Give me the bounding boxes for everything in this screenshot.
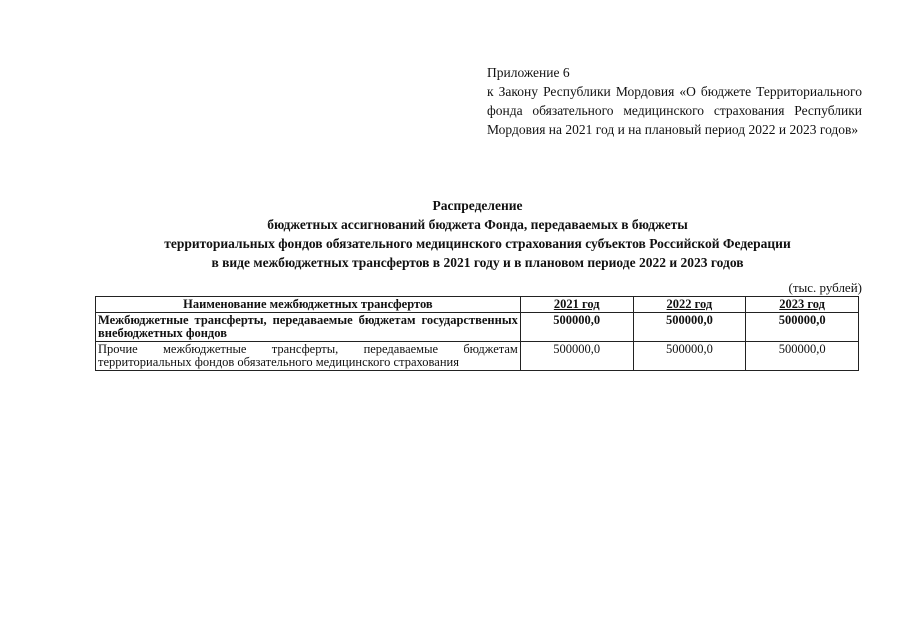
table-row — [96, 342, 859, 371]
header-2022: 2022 год — [633, 297, 746, 313]
row-name: Прочие межбюджетные трансферты, передаваемые бюджетам территориальных фондов обязательного медицинского страхования — [96, 342, 521, 371]
transfers-table — [95, 296, 859, 371]
row-value-2021: 500000,0 — [520, 342, 633, 371]
title-line-3: территориальных фондов обязательного медицинского страхования субъектов Российской Федерации — [164, 236, 791, 251]
row-value-2023: 500000,0 — [746, 313, 859, 342]
row-value-2022: 500000,0 — [633, 313, 746, 342]
appendix-number: Приложение 6 — [487, 65, 570, 80]
appendix-law-reference: к Закону Республики Мордовия «О бюджете Территориального фонда обязательного медицинского страхования Республики Мордовия на 2021 год и на плановый период 2022 и 2023 годов» — [487, 84, 862, 137]
table-row — [96, 313, 859, 342]
title-line-4: в виде межбюджетных трансфертов в 2021 году и в плановом периоде 2022 и 2023 годов — [211, 255, 744, 270]
header-2021: 2021 год — [520, 297, 633, 313]
header-name: Наименование межбюджетных трансфертов — [96, 297, 521, 313]
title-line-2: бюджетных ассигнований бюджета Фонда, передаваемых в бюджеты — [267, 217, 688, 232]
header-2023: 2023 год — [746, 297, 859, 313]
units-label: (тыс. рублей) — [788, 280, 862, 295]
row-value-2021: 500000,0 — [520, 313, 633, 342]
document-title — [90, 196, 865, 272]
row-value-2022: 500000,0 — [633, 342, 746, 371]
row-value-2023: 500000,0 — [746, 342, 859, 371]
appendix-header — [487, 63, 862, 139]
row-name: Межбюджетные трансферты, передаваемые бюджетам государственных внебюджетных фондов — [96, 313, 521, 342]
title-line-1: Распределение — [432, 198, 523, 213]
table-header-row — [96, 297, 859, 313]
